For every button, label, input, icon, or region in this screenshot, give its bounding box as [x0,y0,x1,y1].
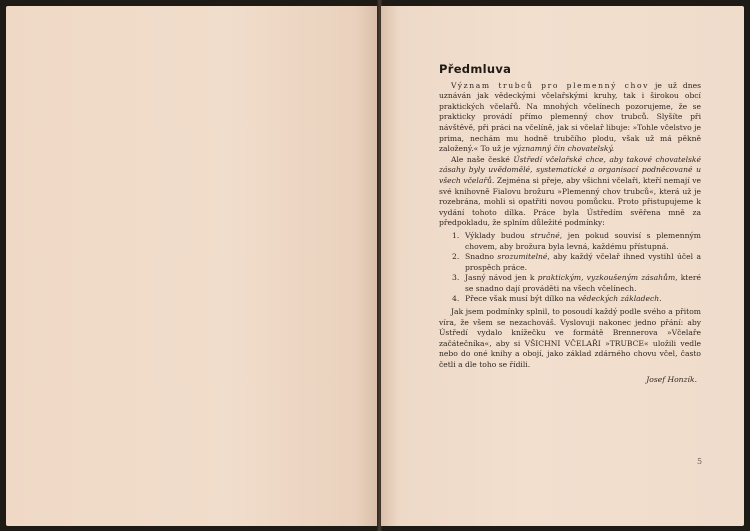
paragraph-2-body: Zejména si přeje, aby všichni včelaři, kteří nemají ve své knihovně Fialovu brožuru »Plemenný chov trubců«, která už je rozebrána, mohli si opatřiti novou pomůcku. Proto přistupujeme k vydání tohoto dílka. Práce byla Ústředím svěřena mně za předpokladu, že splním důležité podmínky: [439,175,701,228]
list-emphasis: srozumitelné [497,252,548,262]
list-text: , jen pokud souvisí s plemenným chovem, aby brožura byla levná, každému přístupná. [465,230,701,251]
list-number: 2. [452,252,460,262]
conditions-list [439,231,701,305]
right-page [381,6,744,526]
paragraph-1 [439,81,701,155]
list-item [439,252,701,273]
list-text: , které se snadno dají prováděti na všech včelínech. [465,273,701,293]
list-text: . [659,294,662,304]
list-text: Přece však musí být dílko na [465,294,578,304]
paragraph-1-spaced: Význam trubců pro plemenný chov [451,80,650,90]
list-text: Snadno [465,252,498,262]
list-emphasis: vědeckých základech [577,294,660,304]
author-signature: Josef Honzík. [646,374,697,384]
page-title: Předmluva [439,62,512,76]
list-text: Jasný návod jen k [465,273,538,283]
paragraph-2 [439,155,701,229]
list-emphasis: stručné [530,230,560,240]
paragraph-2-lead: Ale naše české [451,154,514,164]
list-text: , aby každý včelař ihned vystihl účel a prospěch práce. [465,252,702,272]
list-text: Výklady budou [465,230,531,240]
left-page-blank [6,6,378,526]
list-number: 3. [452,273,460,283]
list-item [439,294,701,305]
page-number: 5 [697,457,703,466]
paragraph-1-body: je už dnes uznáván jak vědeckými včelařskými kruhy, tak i širokou obcí praktických včelařů. Na mnohých včelínech pozorujeme, že se prakticky provádí přímo plemenný chov trubců. Slyšíte při návštěvě, při práci na včelíně, jak si včelař libuje: »Tohle včelstvo je prima, nechám mu hodně trubčího plodu, však už má pěkně založený.« To už je [439,80,701,154]
list-number: 1. [452,230,460,240]
list-item [439,273,701,294]
paragraph-1-emphasis: významný čin chovatelský. [512,144,615,154]
preface-text [439,64,701,385]
list-number: 4. [452,294,460,304]
list-item [439,231,701,252]
list-emphasis: praktickým, vyzkoušeným zásahům [537,273,676,283]
paragraph-3: Jak jsem podmínky splnil, to posoudí každý podle svého a přitom víra, že všem se nezachováš. Vyslovuji nakonec jedno přání: aby Ústředí vydalo knížečku ve formátě Brennerova »Včelaře začátečníka«, aby si VŠICHNI VČELAŘI »TRUBCE« uložili vedle nebo do oné knihy a obojí, jako základ zdárného chovu včel, často četli a dle toho se řídili. [439,307,701,370]
paragraph-2-emphasis: Ústředí včelařské chce, aby takové chovatelské zásahy byly uvědomělé, systematické a organisací podněcované u všech včelařů. [439,154,701,185]
